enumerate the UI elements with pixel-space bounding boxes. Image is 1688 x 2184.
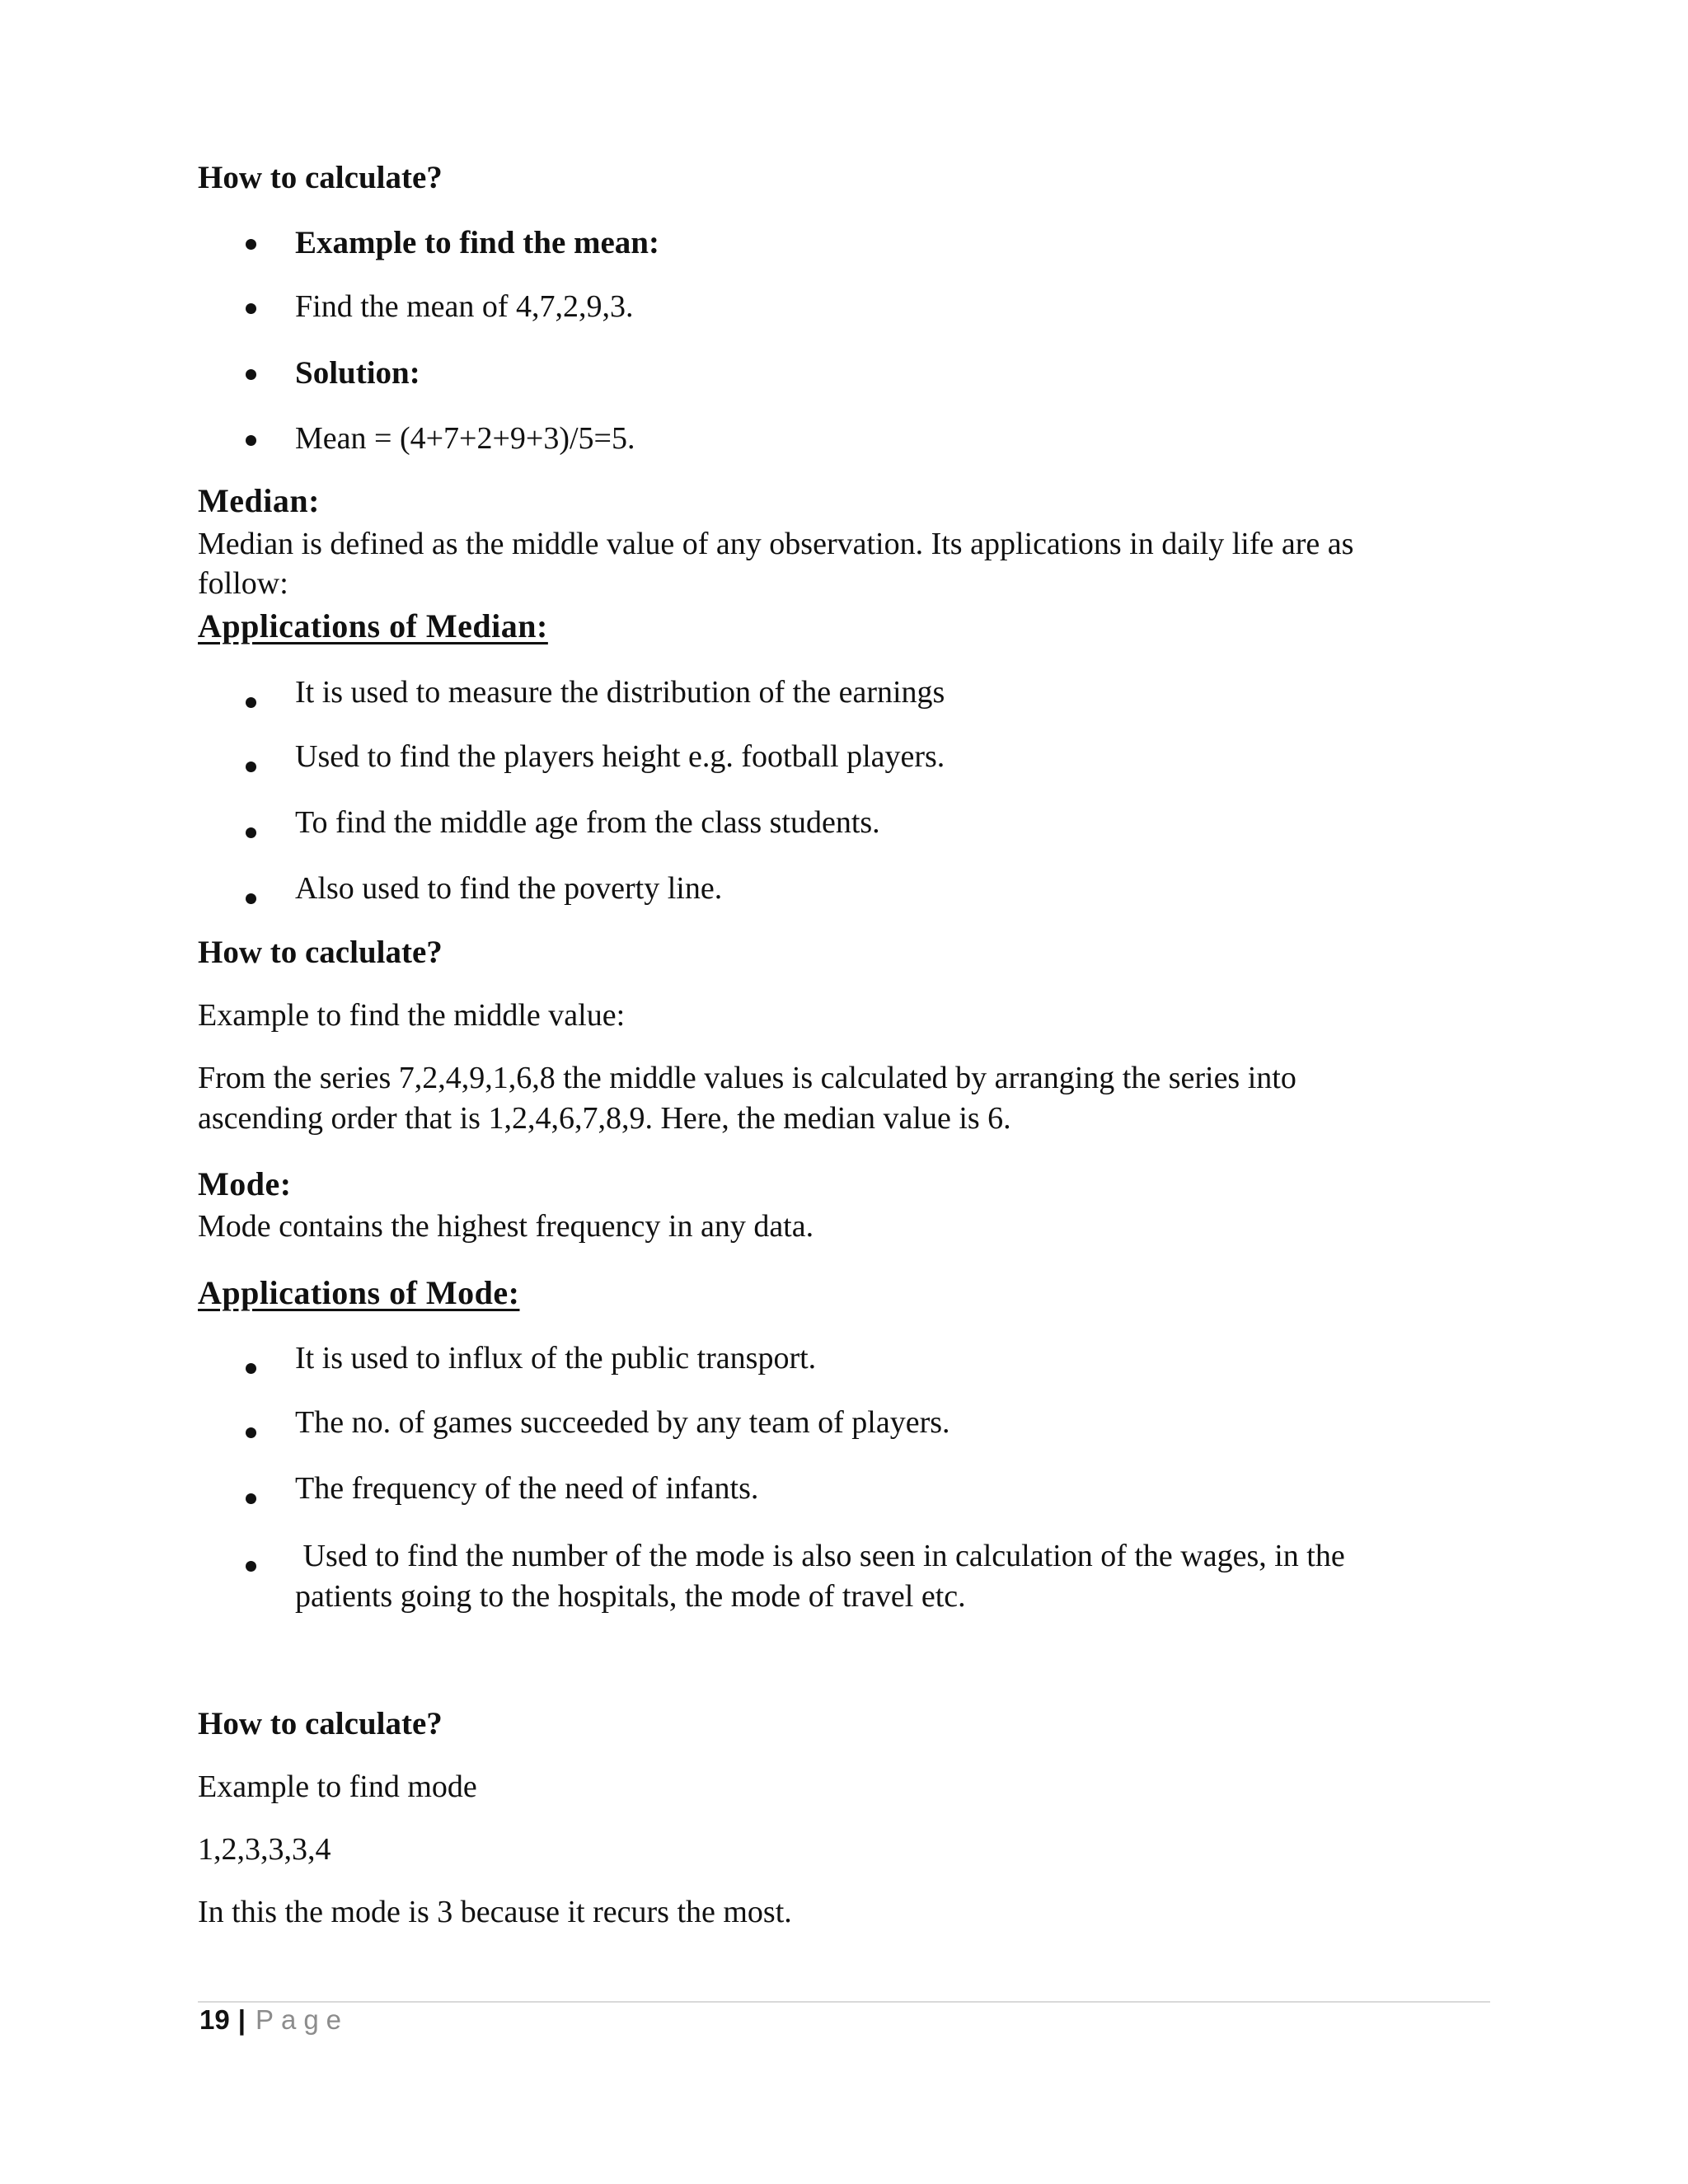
bullet-icon <box>246 1363 256 1374</box>
bullet-icon <box>246 239 256 250</box>
median-applications-heading: Applications of Median: <box>198 607 548 644</box>
median-example-line1: From the series 7,2,4,9,1,6,8 the middle values is calculated by arranging the series into <box>198 1061 1296 1095</box>
median-example-label: Example to find the middle value: <box>198 998 626 1033</box>
median-heading: Median: <box>198 482 320 519</box>
bullet-icon <box>246 1427 256 1438</box>
bullet-icon <box>246 762 256 772</box>
mode-application-item: It is used to influx of the public transport. <box>295 1341 817 1376</box>
page-number: 19 <box>199 2004 230 2035</box>
mode-application-item: The frequency of the need of infants. <box>295 1471 759 1506</box>
mode-application-item-continued: patients going to the hospitals, the mode of travel etc. <box>295 1579 966 1614</box>
bullet-icon <box>246 827 256 838</box>
mode-applications-heading: Applications of Mode: <box>198 1274 520 1311</box>
bullet-icon <box>246 893 256 904</box>
footer-divider <box>198 2001 1490 2003</box>
footer-separator: | <box>237 2004 246 2035</box>
mode-application-item: The no. of games succeeded by any team of players. <box>295 1405 950 1440</box>
median-example-line2: ascending order that is 1,2,4,6,7,8,9. Here, the median value is 6. <box>198 1101 1011 1136</box>
median-how-to-heading: How to caclulate? <box>198 935 443 970</box>
mean-question: Find the mean of 4,7,2,9,3. <box>295 289 634 324</box>
mode-heading: Mode: <box>198 1165 292 1202</box>
median-definition-line1: Median is defined as the middle value of any observation. Its applications in daily life are as <box>198 527 1354 561</box>
median-application-item: To find the middle age from the class students. <box>295 805 880 840</box>
median-application-item: Used to find the players height e.g. football players. <box>295 739 945 774</box>
mode-how-to-heading: How to calculate? <box>198 1706 443 1741</box>
mode-example-label: Example to find mode <box>198 1769 477 1804</box>
mode-conclusion: In this the mode is 3 because it recurs the most. <box>198 1895 792 1929</box>
mode-application-item: Used to find the number of the mode is also seen in calculation of the wages, in the <box>295 1539 1345 1573</box>
bullet-icon <box>246 697 256 708</box>
bullet-icon <box>246 303 256 314</box>
mean-how-to-heading: How to calculate? <box>198 160 443 195</box>
median-definition-line2: follow: <box>198 566 288 601</box>
page-label: Page <box>255 2004 349 2035</box>
mean-solution-label: Solution: <box>295 355 420 391</box>
mode-example-series: 1,2,3,3,3,4 <box>198 1832 331 1867</box>
bullet-icon <box>246 435 256 446</box>
page-footer <box>199 2004 349 2036</box>
mean-example-label: Example to find the mean: <box>295 225 659 260</box>
mode-definition: Mode contains the highest frequency in any data. <box>198 1209 814 1244</box>
bullet-icon <box>246 369 256 380</box>
median-application-item: Also used to find the poverty line. <box>295 871 723 906</box>
mean-solution-formula: Mean = (4+7+2+9+3)/5=5. <box>295 421 635 456</box>
bullet-icon <box>246 1561 256 1572</box>
bullet-icon <box>246 1493 256 1504</box>
median-application-item: It is used to measure the distribution of the earnings <box>295 675 945 710</box>
